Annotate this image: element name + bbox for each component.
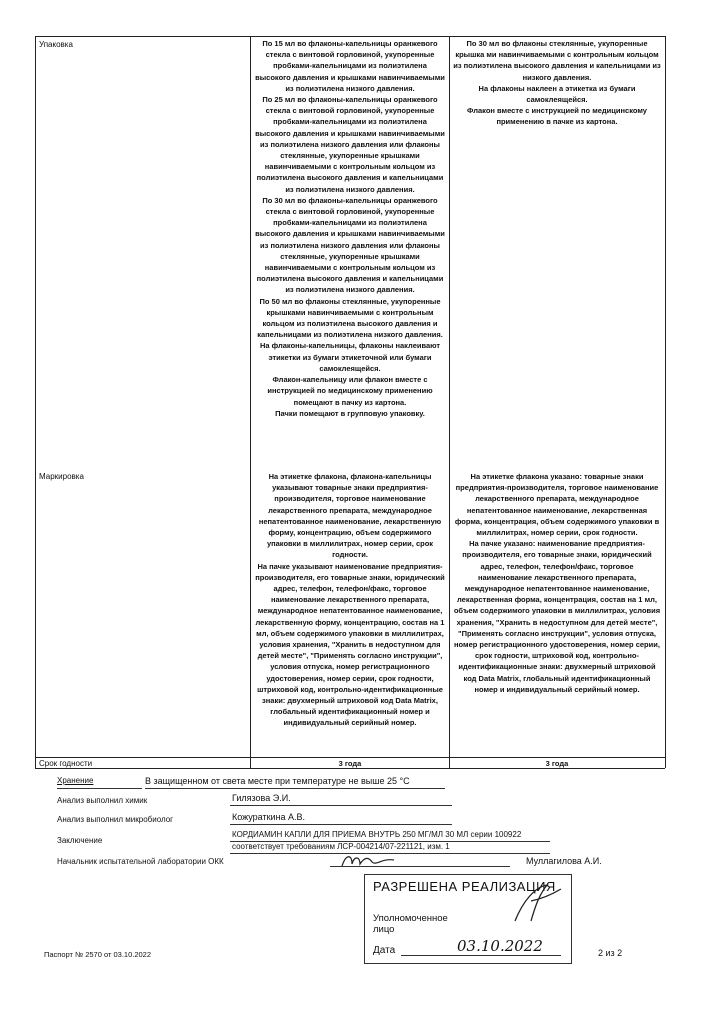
microbiologist-label: Анализ выполнил микробиолог — [57, 815, 174, 824]
stamp-date-value: 03.10.2022 — [457, 937, 543, 955]
stamp-authorized-line2: лицо — [373, 924, 395, 935]
paragraph: По 50 мл во флаконы стеклянные, укупоренные крышками навинчиваемыми с контрольным кольцом из полиэтилена высокого давления и капельницами из полиэтилена низкого давления. — [257, 296, 443, 340]
stamp-signature-icon — [505, 881, 565, 929]
stamp-title: РАЗРЕШЕНА РЕАЛИЗАЦИЯ — [373, 879, 556, 894]
chemist-underline — [230, 805, 452, 806]
table-col-divider — [449, 36, 450, 768]
packaging-result — [453, 38, 661, 128]
microbiologist-name: Кожураткина А.В. — [232, 812, 306, 822]
paragraph: На этикетке флакона указано: товарные знаки предприятия-производителя, торговое наименование лекарственного препарата, международное непатентованное наименование, лекарственная форма, концентрация, объем содержимого упаковки в миллилитрах, номер серии, срок годности. — [454, 472, 660, 538]
paragraph: На флаконы наклеен а этикетка из бумаги самоклеящейся. — [478, 83, 636, 105]
paragraph: На пачке указывают наименование предприятия-производителя, его товарные знаки, юридический адрес, телефон, телефон/факс, торговое наименование лекарственного препарата, международное непатентованное наименование, лекарственную форму, концентрацию, состав на 1 мл, объем содержимого упаковки в миллилитрах, условия хранения, "Хранить в недоступном для детей месте", "Применять согласно инструкции", условия отпуска, номер регистрационного удостоверения, номер серии, срок годности, штриховой код, контрольно-идентификационные знаки: двухмерный штриховой код Data Matrix, глобальный идентификационный номер и индивидуальный серийный номер. — [255, 561, 445, 728]
table-right-border — [665, 36, 666, 768]
page-number: 2 из 2 — [598, 948, 623, 958]
storage-underline — [57, 788, 142, 789]
chemist-label: Анализ выполнил химик — [57, 796, 148, 805]
paragraph: На пачке указано: наименование предприятия-производителя, его товарные знаки, юридический адрес, телефон, телефон/факс, торговое наименование лекарственного препарата, международное непатентованное наименование, лекарственная форма, концентрация, состав на 1 мл, объем содержимого упаковки в миллилитрах, условия хранения, "Хранить в недоступном для детей месте", "Применять согласно инструкции", условия отпуска, номер регистрационного удостоверения, номер серии, срок годности, штриховой код, контрольно-идентификационные знаки: двухмерный штриховой код Data Matrix, глобальный идентификационный номер и индивидуальный серийный номер. — [453, 539, 661, 694]
signature-icon — [338, 850, 398, 872]
table-col-divider — [250, 36, 251, 768]
row-label-shelf-life: Срок годности — [39, 759, 93, 768]
paragraph: По 25 мл во флаконы-капельницы оранжевого стекла с винтовой горловиной, укупоренные пробками-капельницами из полиэтилена высокого давления и крышками навинчиваемыми из полиэтилена низкого давления или флаконы стеклянные, укупоренные крышками навинчиваемыми с контрольным кольцом из полиэтилена высокого давления и капельницами из полиэтилена низкого давления. — [255, 95, 445, 194]
shelf-life-result: 3 года — [545, 759, 569, 768]
paragraph: На этикетке флакона, флакона-капельницы указывают товарные знаки предприятия-производителя, торговое наименование лекарственного препарата, международное непатентованное наименование, лекарственную форму, концентрацию, объем содержимого упаковки в миллилитрах, номер серии, срок годности. — [258, 472, 442, 560]
microbiologist-underline — [230, 824, 452, 825]
packaging-requirement — [255, 38, 445, 419]
paragraph: Флакон-капельницу или флакон вместе с инструкцией по медицинскому применению помещают в пачку из картона. — [267, 375, 433, 407]
lab-head-name: Муллагилова А.И. — [526, 856, 602, 866]
table-top-border — [35, 36, 665, 37]
passport-number: Паспорт № 2570 от 03.10.2022 — [44, 950, 152, 959]
row-label-packaging: Упаковка — [39, 40, 73, 49]
conclusion-line-1: КОРДИАМИН КАПЛИ ДЛЯ ПРИЕМА ВНУТРЬ 250 МГ/МЛ 30 МЛ серии 100922 — [232, 830, 522, 839]
shelf-life-requirement: 3 года — [338, 759, 362, 768]
marking-result — [453, 471, 661, 695]
paragraph: Флакон вместе с инструкцией по медицинскому применению в пачке из картона. — [467, 106, 647, 127]
paragraph: По 15 мл во флаконы-капельницы оранжевого стекла с винтовой горловиной, укупоренные пробками-капельницами из полиэтилена высокого давления и крышками навинчиваемыми из полиэтилена низкого давления. — [255, 39, 445, 93]
lab-head-label: Начальник испытательной лаборатории ОКК — [57, 857, 224, 866]
conclusion-label: Заключение — [57, 836, 103, 845]
paragraph: По 30 мл во флаконы стеклянные, укупоренные крышка ми навинчиваемыми с контрольным кольцом из полиэтилена высокого давления и капельницами из низкого давления. — [453, 39, 661, 82]
stamp-date-underline — [401, 955, 561, 956]
conclusion-line-2: соответствует требованиям ЛСР-004214/07-221121, изм. 1 — [232, 842, 450, 851]
storage-value: В защищенном от света месте при температуре не выше 25 °С — [145, 776, 410, 786]
paragraph: Пачки помещают в групповую упаковку. — [275, 408, 425, 418]
storage-label: Хранение — [57, 776, 94, 785]
storage-value-underline — [145, 788, 445, 789]
stamp-date-label: Дата — [373, 945, 396, 956]
paragraph: На флаконы-капельницы, флаконы наклеивают этикетки из бумаги этикеточной или бумаги самоклеящейся. — [259, 341, 441, 373]
stamp-authorized-line1: Уполномоченное — [373, 913, 448, 924]
marking-requirement — [255, 471, 445, 729]
paragraph: По 30 мл во флаконы-капельницы оранжевого стекла с винтовой горловиной, укупоренные пробками-капельницами из полиэтилена высокого давления и крышками навинчиваемыми из полиэтилена низкого давления или флаконы стеклянные, укупоренные крышками навинчиваемыми с контрольным кольцом из полиэтилена высокого давления и капельницами из полиэтилена низкого давления. — [255, 195, 445, 295]
row-label-marking: Маркировка — [39, 472, 84, 481]
release-stamp — [364, 874, 572, 964]
table-left-border — [35, 36, 36, 768]
chemist-name: Гилязова Э.И. — [232, 793, 291, 803]
